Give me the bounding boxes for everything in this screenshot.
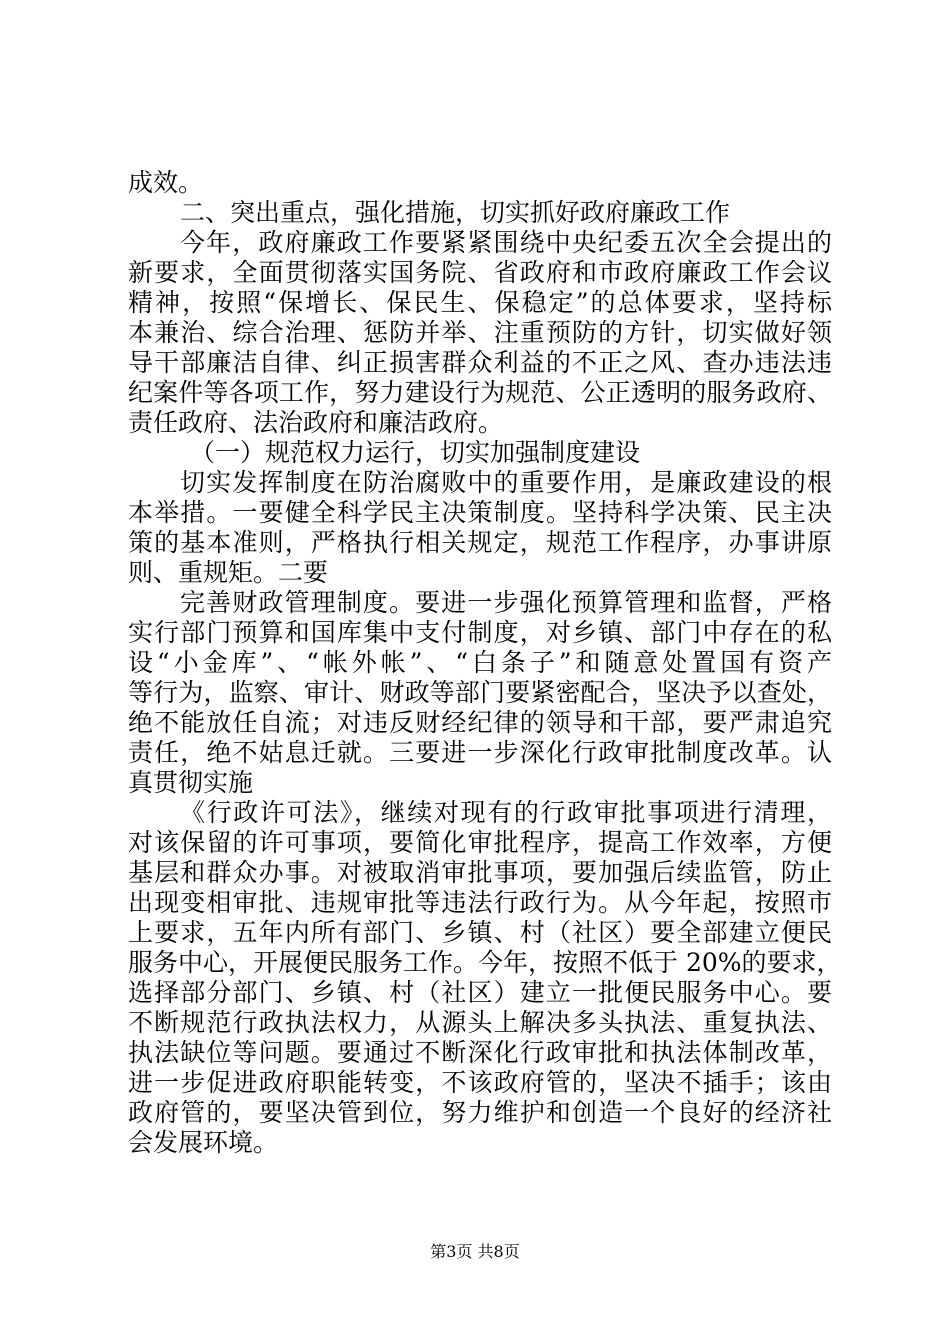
text-line: 责任政府、法治政府和廉洁政府。 <box>128 408 504 437</box>
text-line: 本兼治、综合治理、惩防并举、注重预防的方针，切实做好领 <box>128 318 832 347</box>
text-line: 纪案件等各项工作，努力建设行为规范、公正透明的服务政府、 <box>128 378 832 407</box>
text-line: 对该保留的许可事项，要简化审批程序，提高工作效率，方便 <box>128 828 832 857</box>
text-line: 切实发挥制度在防治腐败中的重要作用，是廉政建设的根 <box>180 468 832 497</box>
text-line: 则、重规矩。二要 <box>128 558 329 587</box>
text-line: 政府管的，要坚决管到位，努力维护和创造一个良好的经济社 <box>128 1098 832 1127</box>
section-heading: 二、突出重点，强化措施，切实抓好政府廉政工作 <box>180 198 731 227</box>
text-line: 选择部分部门、乡镇、村（社区）建立一批便民服务中心。要 <box>128 978 832 1007</box>
text-line: 责任，绝不姑息迁就。三要进一步深化行政审批制度改革。认 <box>128 738 832 767</box>
text-line: 设“小金库”、“帐外帐”、“白条子”和随意处置国有资产 <box>128 648 832 677</box>
text-line: 实行部门预算和国库集中支付制度，对乡镇、部门中存在的私 <box>128 618 832 647</box>
text-line: 上要求，五年内所有部门、乡镇、村（社区）要全部建立便民 <box>128 918 832 947</box>
text-line: 策的基本准则，严格执行相关规定，规范工作程序，办事讲原 <box>128 528 832 557</box>
text-line: 基层和群众办事。对被取消审批事项，要加强后续监管，防止 <box>128 858 832 887</box>
text-line: 新要求，全面贯彻落实国务院、省政府和市政府廉政工作会议 <box>128 258 832 287</box>
text-line: 等行为，监察、审计、财政等部门要紧密配合，坚决予以查处， <box>128 678 832 707</box>
text-line: 会发展环境。 <box>128 1128 279 1157</box>
text-line: 精神，按照“保增长、保民生、保稳定”的总体要求，坚持标 <box>128 288 832 317</box>
text-line: 绝不能放任自流；对违反财经纪律的领导和干部，要严肃追究 <box>128 708 832 737</box>
text-line: 出现变相审批、违规审批等违法行政行为。从今年起，按照市 <box>128 888 832 917</box>
page-number: 第3页 共8页 <box>430 1242 520 1261</box>
text-line: 进一步促进政府职能转变，不该政府管的，坚决不插手；该由 <box>128 1068 832 1097</box>
text-line: 成效。 <box>128 168 204 197</box>
subsection-heading: （一）规范权力运行，切实加强制度建设 <box>190 438 641 467</box>
text-line: 今年，政府廉政工作要紧紧围绕中央纪委五次全会提出的 <box>180 228 832 257</box>
body-text <box>128 168 842 1158</box>
text-line: 完善财政管理制度。要进一步强化预算管理和监督，严格 <box>180 588 832 617</box>
text-line: 《行政许可法》，继续对现有的行政审批事项进行清理， <box>180 798 832 827</box>
text-line: 导干部廉洁自律、纠正损害群众利益的不正之风、查办违法违 <box>128 348 832 377</box>
text-line: 执法缺位等问题。要通过不断深化行政审批和执法体制改革， <box>128 1038 832 1067</box>
text-line: 服务中心，开展便民服务工作。今年，按照不低于 20%的要求， <box>128 948 842 977</box>
text-line: 不断规范行政执法权力，从源头上解决多头执法、重复执法、 <box>128 1008 832 1037</box>
text-line: 真贯彻实施 <box>128 768 254 797</box>
text-line: 本举措。一要健全科学民主决策制度。坚持科学决策、民主决 <box>128 498 832 527</box>
